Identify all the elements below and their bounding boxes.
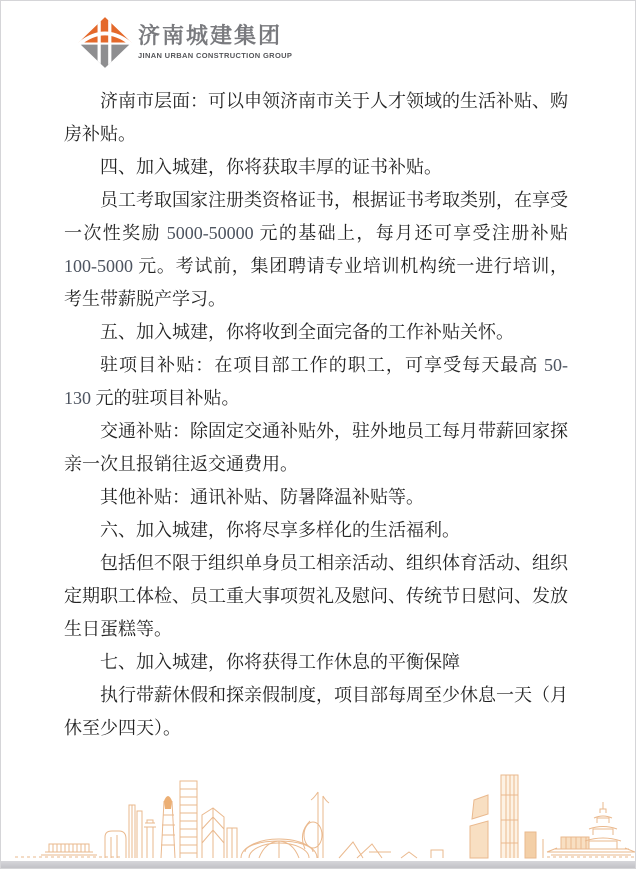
- paragraph: 四、加入城建，你将获取丰厚的证书补贴。: [100, 157, 442, 177]
- paragraph: 其他补贴：通讯补贴、防暑降温补贴等。: [100, 487, 424, 507]
- city-skyline-illustration: [1, 765, 636, 861]
- paragraph: 包括但不限于组织单身员工相亲活动、组织体育活动、组织定期职工体检、员工重大事项贺礼及慰问、传统节日慰问、发放生日蛋糕等。: [64, 553, 568, 639]
- paragraph: 五、加入城建，你将收到全面完备的工作补贴关怀。: [100, 322, 514, 342]
- number-span: 50-130: [64, 355, 568, 408]
- number-span: 5000-50000: [166, 223, 254, 243]
- paragraph: 驻项目补贴：在项目部工作的职工，可享受每天最高 50-130 元的驻项目补贴。: [64, 355, 568, 408]
- paragraph: 交通补贴：除固定交通补贴外，驻外地员工每月带薪回家探亲一次且报销往返交通费用。: [64, 421, 568, 474]
- number-span: 100-5000: [64, 256, 133, 276]
- paragraph: 七、加入城建，你将获得工作休息的平衡保障: [100, 652, 460, 672]
- page-bottom-edge: [1, 861, 635, 868]
- logo: [1, 1, 635, 68]
- logo-title: 济南城建集团: [138, 23, 283, 48]
- logo-text-block: [138, 17, 292, 60]
- paragraph: 济南市层面：可以申领济南市关于人才领域的生活补贴、购房补贴。: [64, 91, 568, 144]
- paragraph: 员工考取国家注册类资格证书，根据证书考取类别，在享受一次性奖励 5000-50000 元的基础上，每月还可享受注册补贴 100-5000 元。考试前，集团聘请专业培训机构统一进行培训，考生带薪脱产学习。: [64, 190, 569, 309]
- paragraph: 六、加入城建，你将尽享多样化的生活福利。: [100, 520, 460, 540]
- document-body: [64, 85, 568, 745]
- bridge-diamond-logo-icon: [78, 17, 132, 68]
- logo-subtitle: JINAN URBAN CONSTRUCTION GROUP: [138, 51, 293, 60]
- paragraph: 执行带薪休假和探亲假制度，项目部每周至少休息一天（月休至少四天）。: [64, 685, 568, 738]
